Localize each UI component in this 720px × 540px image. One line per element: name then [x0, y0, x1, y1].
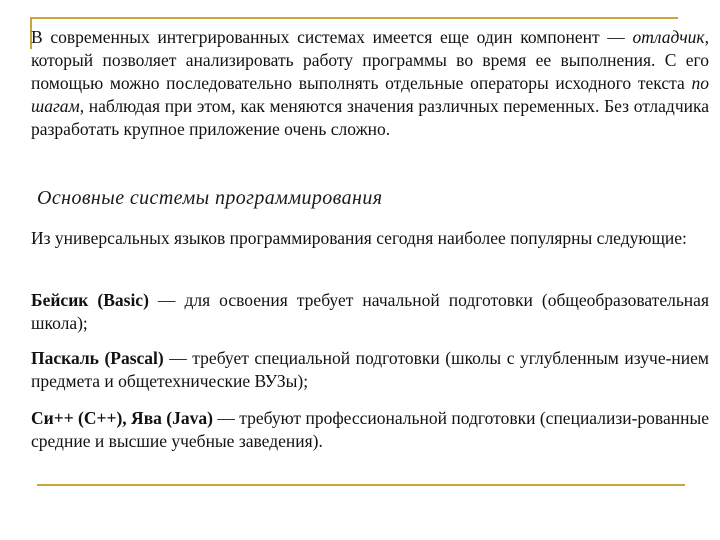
language-description: — требуют профессиональной подготовки (специализи-рованные средние и высшие учебные заведения). [31, 408, 709, 451]
top-decorative-rule [30, 17, 678, 19]
language-term: Бейсик (Basic) [31, 290, 149, 310]
language-item-basic [31, 289, 709, 335]
language-term: Си++ (С++), Ява (Java) [31, 408, 213, 428]
intro-paragraph [31, 26, 709, 141]
section-heading: Основные системы программирования [37, 187, 383, 209]
language-description: — для освоения требует начальной подготовки (общеобразовательная школа); [31, 290, 709, 333]
intro-text-part2: , который позволяет анализировать работу программы во время ее выполнения. С его помощью можно последовательно выполнять отдельные операторы исходного текста [31, 27, 709, 93]
language-item-cpp-java [31, 407, 709, 453]
intro-text-part3: , наблюдая при этом, как меняются значения различных переменных. Без отладчика разработать крупное приложение очень сложно. [31, 96, 709, 139]
language-item-pascal [31, 347, 709, 393]
language-description: — требует специальной подготовки (школы с углубленным изуче-нием предмета и общетехнические ВУЗы); [31, 348, 710, 391]
term-debugger: отладчик [632, 27, 705, 47]
term-step-by-step: по шагам [31, 73, 709, 116]
intro-text-part1: В современных интегрированных системах имеется еще один компонент — [31, 27, 633, 47]
bottom-decorative-rule [37, 484, 685, 486]
language-term: Паскаль (Pascal) [31, 348, 164, 368]
lead-paragraph: Из универсальных языков программирования сегодня наиболее популярны следующие: [31, 228, 687, 248]
